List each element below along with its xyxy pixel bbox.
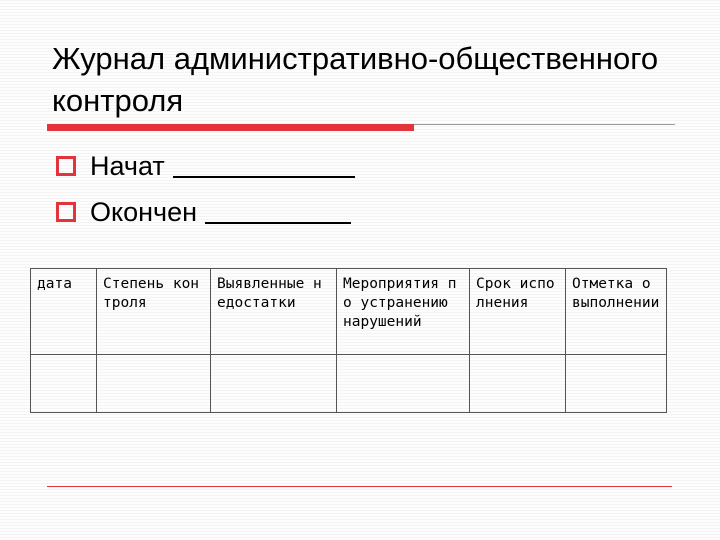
bullet-item-started xyxy=(56,143,355,189)
header-found-deficiencies: Выявленные недостатки xyxy=(211,269,337,355)
control-journal-table xyxy=(30,268,667,413)
table-cell xyxy=(211,355,337,413)
blank-line-started xyxy=(173,150,355,178)
header-remedial-measures: Мероприятия по устранению нарушений xyxy=(337,269,470,355)
table-cell xyxy=(97,355,211,413)
hollow-square-bullet-icon xyxy=(56,156,76,176)
header-deadline: Срок исполнения xyxy=(470,269,566,355)
table-row xyxy=(31,355,667,413)
blank-line-finished xyxy=(205,196,351,224)
footer-divider-line xyxy=(47,486,672,487)
table-cell xyxy=(566,355,667,413)
slide-title: Журнал административно-общественного контроля xyxy=(52,41,659,118)
hollow-square-bullet-icon xyxy=(56,202,76,222)
bullet-label-started: Начат xyxy=(90,150,165,181)
title-accent-bar xyxy=(47,124,414,131)
table-cell xyxy=(31,355,97,413)
bullet-item-finished xyxy=(56,189,355,235)
header-control-degree: Степень контроля xyxy=(97,269,211,355)
header-completion-mark: Отметка о выполнении xyxy=(566,269,667,355)
header-date: дата xyxy=(31,269,97,355)
bullet-list xyxy=(56,143,355,235)
table-cell xyxy=(470,355,566,413)
table-header-row xyxy=(31,269,667,355)
table-cell xyxy=(337,355,470,413)
bullet-label-finished: Окончен xyxy=(90,196,198,227)
